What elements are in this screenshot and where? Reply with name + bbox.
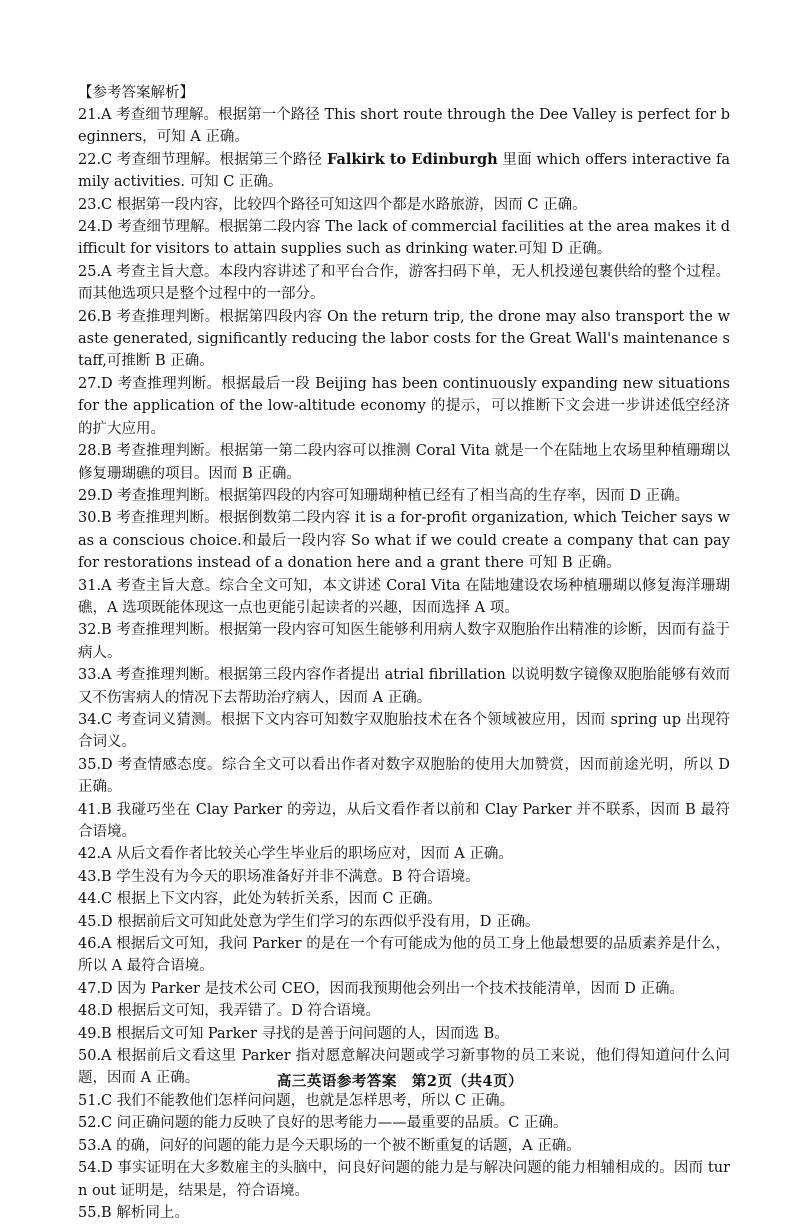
answer-item: 51.C 我们不能教他们怎样问问题，也就是怎样思考，所以 C 正确。: [78, 1092, 515, 1109]
answer-item: 41.B 我碰巧坐在 Clay Parker 的旁边，从后文看作者以前和 Clay Parker 并不联系，因而 B 最符合语境。: [78, 801, 730, 840]
answer-item: 28.B 考查推理判断。根据第一第二段内容可以推测 Coral Vita 就是一个在陆地上农场里种植珊瑚以修复珊瑚礁的项目。因而 B 正确。: [78, 443, 730, 482]
answer-item: 30.B 考查推理判断。根据倒数第二段内容 it is a for-profit organization, which Teicher says was a conscious choice.和最后一段内容 So what if we could create a company that can pay for restorations instead of a donation here and a grant there 可知 B 正确。: [78, 510, 730, 572]
answer-item: 35.D 考查情感态度。综合全文可以看出作者对数字双胞胎的使用大加赞赏，因而前途光明，所以 D 正确。: [78, 756, 730, 796]
answer-item: 49.B 根据后文可知 Parker 寻找的是善于问问题的人，因而选 B。: [78, 1025, 509, 1042]
answer-item: 55.B 解析同上。: [78, 1204, 189, 1221]
answer-item: 54.D 事实证明在大多数雇主的头脑中，问良好问题的能力是与解决问题的能力相辅相成的。因而 turn out 证明是，结果是，符合语境。: [78, 1160, 730, 1199]
answer-item: 31.A 考查主旨大意。综合全文可知，本文讲述 Coral Vita 在陆地建设农场种植珊瑚以修复海洋珊瑚礁，A 选项既能体现这一点也更能引起读者的兴趣，因而选择 A 项。: [78, 577, 730, 616]
answer-item: 25.A 考查主旨大意。本段内容讲述了和平台合作，游客扫码下单，无人机投递包裹供给的整个过程。而其他选项只是整个过程中的一部分。: [78, 263, 730, 303]
answer-item: 46.A 根据后文可知，我问 Parker 的是在一个有可能成为他的员工身上他最想要的品质素养是什么，所以 A 最符合语境。: [78, 936, 730, 975]
answer-list: [78, 104, 730, 1224]
page-footer: 高三英语参考答案 第2页（共4页）: [276, 1073, 524, 1090]
answer-item: 33.A 考查推理判断。根据第三段内容作者提出 atrial fibrillation 以说明数字镜像双胞胎能够有效而又不伤害病人的情况下去帮助治疗病人，因而 A 正确。: [78, 667, 730, 706]
answer-item: 43.B 学生没有为今天的职场准备好并非不满意。B 符合语境。: [78, 868, 480, 885]
answer-item: 52.C 问正确问题的能力反映了良好的思考能力——最重要的品质。C 正确。: [78, 1115, 568, 1132]
answer-item: 27.D 考查推理判断。根据最后一段 Beijing has been continuously expanding new situations for the application of the low-altitude economy 的提示，可以推断下文会进一步讲述低空经济的扩大应用。: [78, 375, 730, 437]
answer-item: 23.C 根据第一段内容，比较四个路径可知这四个都是水路旅游，因而 C 正确。: [78, 196, 587, 213]
answer-item: 45.D 根据前后文可知此处意为学生们学习的东西似乎没有用，D 正确。: [78, 913, 540, 930]
answer-item: 53.A 的确，问好的问题的能力是今天职场的一个被不断重复的话题，A 正确。: [78, 1137, 581, 1154]
answer-item: 48.D 根据后文可知，我弄错了。D 符合语境。: [78, 1003, 381, 1020]
route-name-emphasis: Falkirk to Edinburgh: [326, 150, 498, 168]
answer-item: 24.D 考查细节理解。根据第二段内容 The lack of commercial facilities at the area makes it difficult for visitors to attain supplies such as drinking water.可知 D 正确。: [78, 219, 730, 258]
answer-item: 26.B 考查推理判断。根据第四段内容 On the return trip, the drone may also transport the waste generated, significantly reducing the labor costs for the Great Wall's maintenance staff,可推断 B 正确。: [78, 308, 730, 370]
section-heading: 【参考答案解析】: [78, 85, 194, 101]
answer-item: 42.A 从后文看作者比较关心学生毕业后的职场应对，因而 A 正确。: [78, 846, 513, 863]
answer-item: 47.D 因为 Parker 是技术公司 CEO，因而我预期他会列出一个技术技能清单，因而 D 正确。: [78, 980, 685, 997]
answer-item: 32.B 考查推理判断。根据第一段内容可知医生能够利用病人数字双胞胎作出精准的诊断，因而有益于病人。: [78, 622, 730, 661]
answer-item: 21.A 考查细节理解。根据第一个路径 This short route through the Dee Valley is perfect for beginners，可知 A 正确。: [78, 107, 730, 146]
answer-item: 44.C 根据上下文内容，此处为转折关系，因而 C 正确。: [78, 891, 442, 908]
answer-item: 50.A 根据前后文看这里 Parker 指对愿意解决问题或学习新事物的员工来说，他们得知道问什么问题，因而 A 正确。: [78, 1048, 730, 1087]
answer-item: 22.C 考查细节理解。根据第三个路径 Falkirk to Edinburgh 里面 which offers interactive family activities. 可知 C 正确。: [78, 150, 730, 191]
answer-item: 29.D 考查推理判断。根据第四段的内容可知珊瑚种植已经有了相当高的生存率，因而 D 正确。: [78, 487, 690, 504]
answer-item: 34.C 考查词义猜测。根据下文内容可知数字双胞胎技术在各个领域被应用，因而 spring up 出现符合词义。: [78, 711, 730, 751]
